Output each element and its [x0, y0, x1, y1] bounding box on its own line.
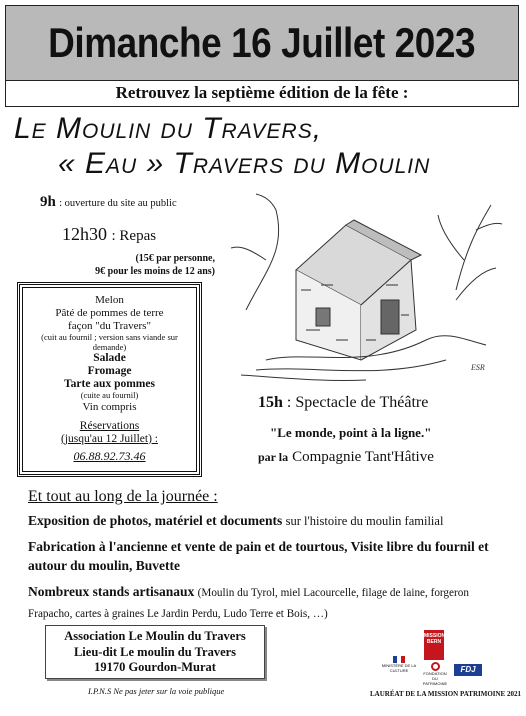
company-prefix: par la	[258, 450, 289, 464]
activity-stands	[28, 582, 504, 624]
event-date: Dimanche 16 Juillet 2023	[48, 19, 476, 66]
title-line-2: « Eau » Travers du Moulin	[58, 147, 431, 180]
theatre-time: 15h	[258, 394, 283, 411]
price-line-2: 9€ pour les moins de 12 ans)	[95, 266, 215, 277]
ministere-logo	[380, 656, 418, 673]
fondation-icon	[431, 662, 440, 671]
ipns-notice: I.P.N.S Ne pas jeter sur la voie publique	[88, 686, 225, 696]
company-name: Compagnie Tant'Hâtive	[292, 449, 434, 465]
mission-bern-text: MISSION BERN	[424, 633, 446, 645]
exposition-bold: Exposition de photos, matériel et documents	[28, 513, 283, 528]
menu-item: Pâté de pommes de terre	[55, 307, 164, 319]
association-city: 19170 Gourdon-Murat	[94, 660, 216, 674]
menu-item: Vin compris	[82, 400, 137, 413]
activity-fabrication: Fabrication à l'ancienne et vente de pain et de tourtous, Visite libre du fournil et autour du moulin, Buvette	[28, 539, 489, 573]
opening-time: 9h	[40, 194, 56, 210]
reservation-phone[interactable]: 06.88.92.73.46	[73, 448, 146, 463]
menu-box	[17, 282, 202, 477]
tree-branch-left	[231, 194, 279, 310]
stands-bold: Nombreux stands artisanaux	[28, 584, 195, 599]
edition-subtitle: Retrouvez la septième édition de la fête :	[5, 81, 519, 107]
stands-rest: (Moulin du Tyrol, miel Lacourcelle, filage de laine, forgeron Frapacho, cartes à graines Le Jardin Perdu, Ludo Terre et Bois, …)	[28, 587, 469, 620]
theatre-company-line	[258, 448, 434, 466]
activity-exposition	[28, 511, 508, 531]
menu-item: façon "du Travers"	[68, 320, 151, 332]
flag-icon	[393, 656, 405, 663]
menu-item: Tarte aux pommes	[64, 378, 155, 390]
laureat-caption: LAURÉAT DE LA MISSION PATRIMOINE 2021	[370, 690, 521, 698]
reservations	[20, 420, 199, 463]
play-title: "Le monde, point à la ligne."	[270, 425, 432, 440]
association-name: Association Le Moulin du Travers	[64, 629, 246, 643]
mill-sketch	[226, 190, 504, 390]
association-place: Lieu-dit Le moulin du Travers	[73, 644, 237, 659]
sponsor-logos	[380, 626, 510, 686]
price-line-1: (15€ par personne,	[135, 253, 215, 264]
menu-item: (cuite au fournil)	[80, 390, 139, 400]
ministere-text: MINISTÈRE DE LA CULTURE	[381, 663, 417, 673]
meal-line	[62, 224, 156, 245]
association-box	[45, 625, 265, 679]
menu-list	[20, 285, 199, 414]
tree-branch-right	[438, 205, 502, 290]
meal-text: : Repas	[111, 228, 157, 244]
fondation-text: FONDATION DU PATRIMOINE	[422, 671, 448, 686]
sketch-signature: ESR	[471, 363, 485, 372]
menu-item: (cuit au fournil ; version sans viande sur	[41, 332, 178, 342]
mill-window	[316, 308, 330, 326]
mill-door	[381, 300, 399, 334]
opening-line	[40, 194, 177, 211]
day-heading: Et tout au long de la journée :	[28, 488, 218, 505]
fondation-logo	[420, 662, 450, 686]
meal-price	[40, 252, 215, 278]
date-banner	[5, 5, 519, 81]
menu-item: Fromage	[87, 365, 132, 377]
theatre-line	[258, 394, 428, 412]
reservations-label: Réservations	[79, 419, 140, 432]
opening-text: : ouverture du site au public	[59, 198, 177, 209]
theatre-title: : Spectacle de Théâtre	[286, 394, 429, 411]
fdj-logo: FDJ	[454, 664, 482, 676]
title-line-1: Le Moulin du Travers,	[14, 112, 323, 145]
meal-time: 12h30	[62, 224, 107, 244]
reservations-deadline: (jusqu'au 12 Juillet) :	[61, 432, 158, 445]
exposition-rest: sur l'histoire du moulin familial	[285, 514, 444, 528]
mission-bern-logo	[424, 630, 444, 660]
menu-item: Melon	[95, 294, 124, 306]
menu-item: Salade	[93, 352, 126, 364]
menu-item: demande)	[92, 341, 127, 352]
